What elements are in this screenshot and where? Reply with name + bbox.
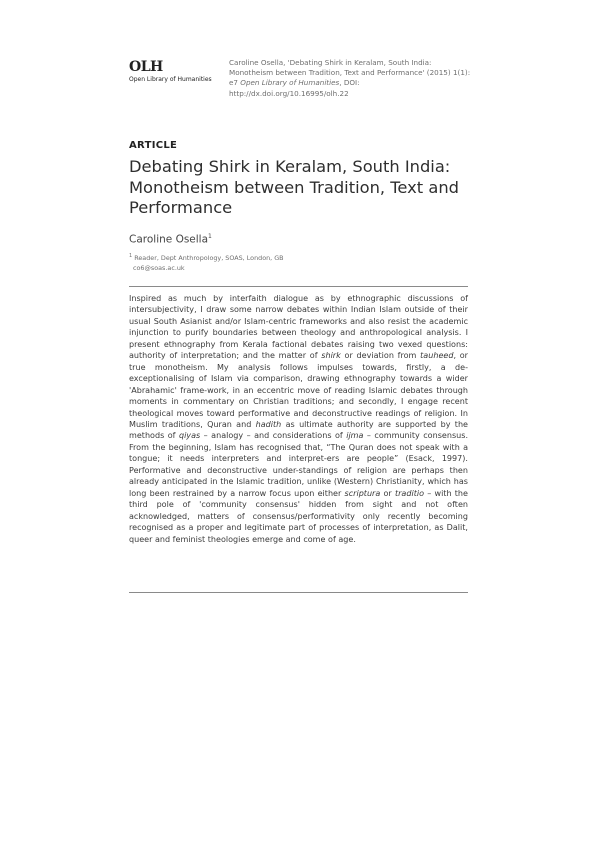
abstract-text: or — [380, 488, 395, 498]
article-type-label: ARTICLE — [129, 140, 178, 151]
affiliation-marker: 1 — [129, 253, 133, 259]
citation-text: Caroline Osella, 'Debating Shirk in Keralam, South India: Monotheism between Tradition, Text and Performance' (2015) 1(1): e7 — [229, 58, 471, 88]
abstract-italic: hadith — [255, 419, 282, 429]
abstract-italic: scriptura — [344, 488, 381, 498]
abstract-text: , or true monotheism. My analysis follows impulses towards, firstly, a de-exceptionalising of Islam via comparison, drawing ethnography towards a wider 'Abrahamic' frame-work, in an eccentric move of reading Islamic debates through moments in commentary on Christian traditions; and secondly, I engage recent theological moves toward performative and deconstructive readings of religion. In Muslim traditions, Quran and — [129, 351, 468, 429]
author-email[interactable]: co6@soas.ac.uk — [133, 264, 185, 273]
citation-doi[interactable]: , DOI: http://dx.doi.org/10.16995/olh.22 — [229, 78, 360, 98]
abstract-italic: shirk — [321, 351, 341, 361]
affiliation-text: Reader, Dept Anthropology, SOAS, London, GB — [132, 254, 284, 263]
logo-text: Open Library of Humanities — [129, 76, 212, 83]
affiliation — [129, 251, 429, 273]
citation-journal: Open Library of Humanities — [240, 78, 340, 88]
abstract-italic: traditio — [394, 488, 425, 498]
abstract-text: Inspired as much by interfaith dialogue as by ethnographic discussions of intersubjectivity, I draw some narrow debates within Indian Islam outside of their usual South Asianist and/or Islam-centric frameworks and also resist the academic injunction to purify boundaries between theology and anthropological analysis. I present ethnography from Kerala factional debates raising two vexed questions: authority of interpretation; and the matter of — [129, 294, 468, 361]
author-footnote-marker: 1 — [208, 233, 212, 240]
journal-logo — [129, 60, 217, 84]
article-title: Debating Shirk in Keralam, South India: Monotheism between Tradition, Text and Performance — [129, 157, 459, 217]
abstract-text: – analogy – and considerations of — [200, 431, 347, 441]
abstract — [129, 293, 468, 545]
abstract-italic: ijma — [346, 431, 364, 441]
author-name: Caroline Osella — [129, 233, 209, 246]
abstract-text: as ultimate authority are supported by the methods of — [129, 419, 468, 441]
logo-mark: OLH — [129, 59, 163, 75]
abstract-text: – with the third pole of 'community consensus' hidden from sight and not often acknowledged, matters of consensus/performativity only recently becoming recognised as a proper and legitimate part of processes of interpretation, as Dalit, queer and feminist theologies emerge and come of age. — [129, 488, 468, 544]
abstract-italic: qiyas — [178, 431, 201, 441]
abstract-top-rule — [129, 286, 468, 287]
abstract-bottom-rule — [129, 592, 468, 593]
abstract-italic: tauheed — [420, 351, 454, 361]
author — [129, 233, 212, 246]
abstract-text: or deviation from — [340, 351, 421, 361]
citation — [229, 58, 474, 99]
abstract-text: – community consensus. From the beginning, Islam has recognised that, “The Quran does not speak with a tongue; it needs interpreters and interpret-ers are people” (Esack, 1997). Performative and deconstructive under-standings of religion are perhaps then already anticipated in the Islamic tradition, unlike (Western) Christianity, which has long been restrained by a narrow focus upon either — [129, 431, 468, 498]
